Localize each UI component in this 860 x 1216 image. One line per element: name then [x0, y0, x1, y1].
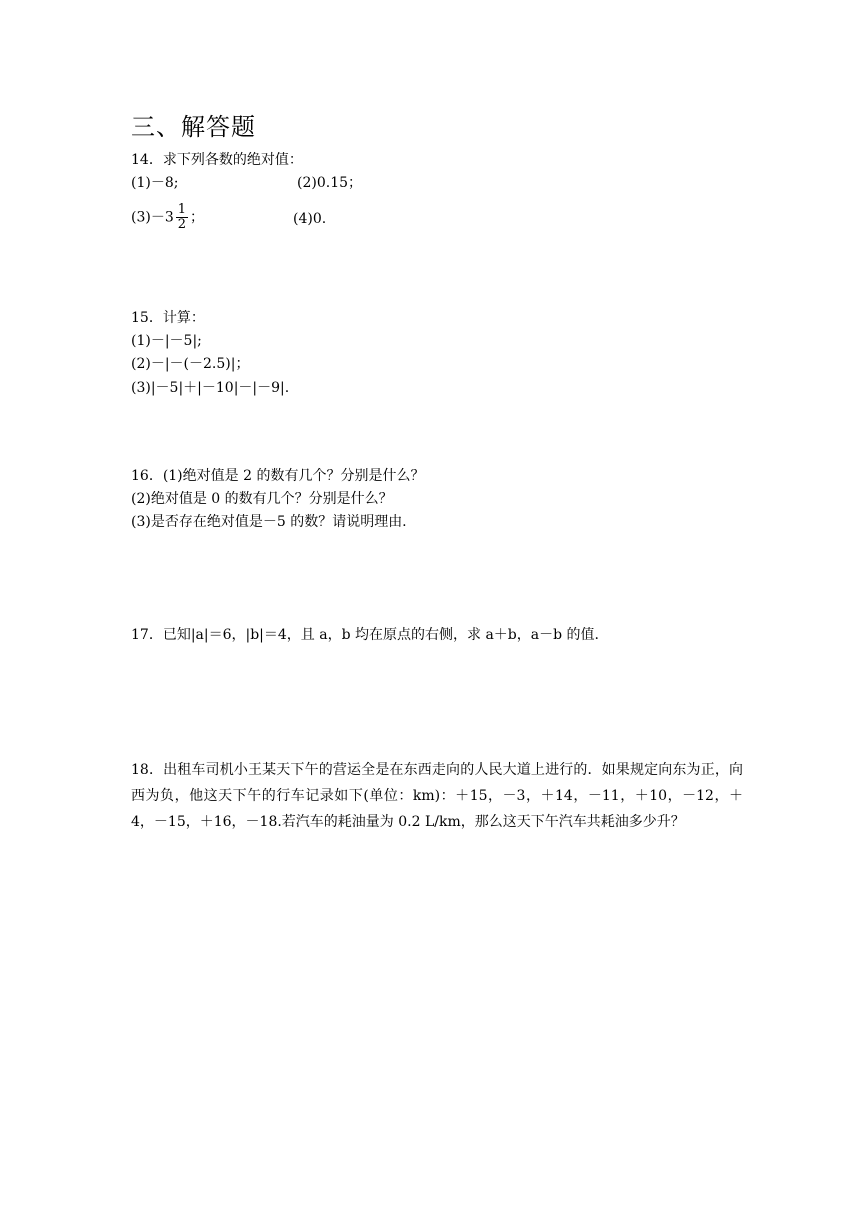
- fraction-denominator: 2: [177, 217, 187, 232]
- q18-text: 18．出租车司机小王某天下午的营运全是在东西走向的人民大道上进行的．如果规定向东为正，向西为负，他这天下午的行车记录如下(单位：km)：＋15，－3，＋14，－11，＋10，－12，＋4，－15，＋16，－18.若汽车的耗油量为 0.2 L/km，那么这天下午汽车共耗油多少升？: [131, 762, 743, 830]
- q14-item-3-prefix: (3)－3: [131, 209, 174, 226]
- q14-item-3-suffix: ；: [190, 209, 205, 226]
- q15-item-3: (3)|－5|＋|－10|－|－9|.: [131, 380, 290, 396]
- q17-text: 17．已知|a|＝6，|b|＝4，且 a，b 均在原点的右侧，求 a＋b，a－b 的值.: [131, 627, 599, 643]
- q16-item-1: 16．(1)绝对值是 2 的数有几个？分别是什么？: [131, 468, 425, 484]
- q16-item-2: (2)绝对值是 0 的数有几个？分别是什么？: [131, 491, 393, 507]
- section-title: 三、解答题: [131, 113, 256, 141]
- q15-item-2: (2)－|－(－2.5)|；: [131, 356, 250, 372]
- q14-item-3-fraction: [176, 203, 188, 232]
- q14-item-1: (1)－8;: [131, 175, 179, 191]
- q14-stem: 14．求下列各数的绝对值：: [131, 152, 303, 168]
- q14-item-2: (2)0.15；: [297, 175, 363, 191]
- q14-item-4: (4)0.: [293, 211, 327, 227]
- q15-item-1: (1)－|－5|;: [131, 333, 202, 349]
- q14-item-3: [131, 203, 204, 232]
- fraction-numerator: 1: [177, 202, 187, 217]
- q15-stem: 15．计算：: [131, 310, 205, 326]
- q16-item-3: (3)是否存在绝对值是－5 的数？请说明理由.: [131, 514, 407, 530]
